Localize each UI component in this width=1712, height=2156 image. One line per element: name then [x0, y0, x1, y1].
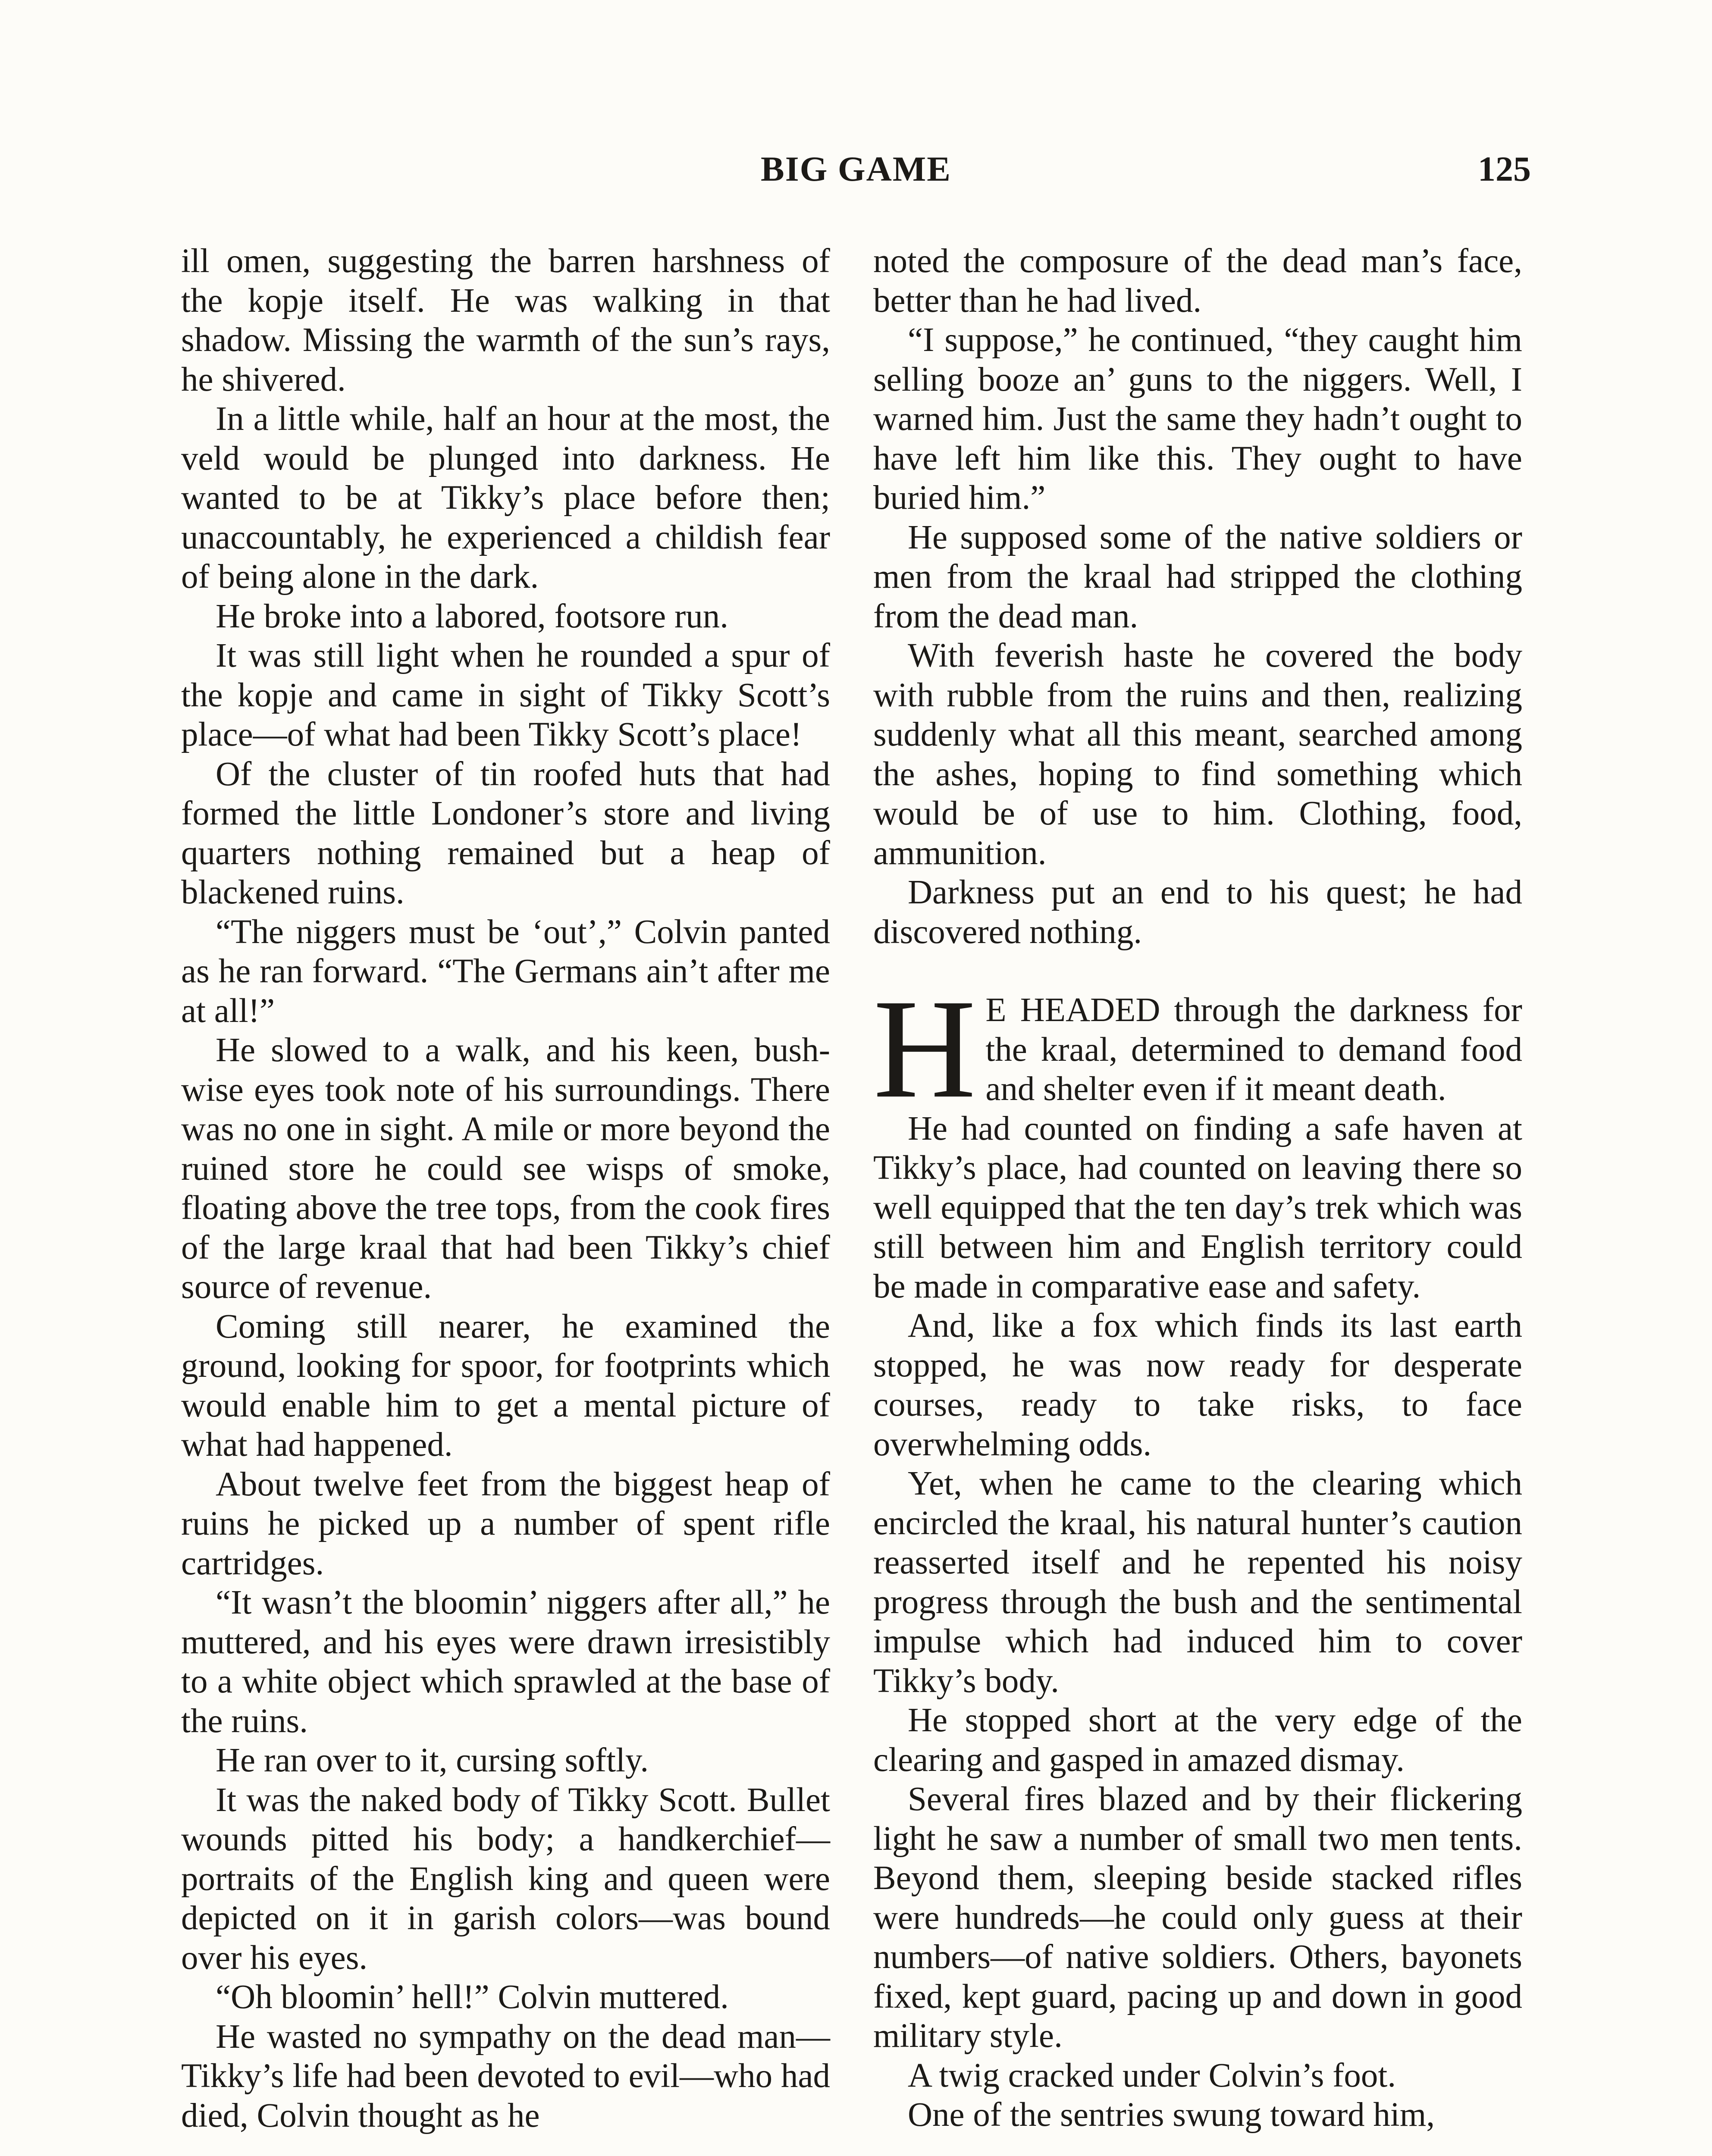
lead-caps: E HEADED	[985, 991, 1160, 1029]
paragraph: “The niggers must be ‘out’,” Colvin panted as he ran forward. “The Germans ain’t after me at all!”	[181, 913, 830, 1030]
paragraph: In a little while, half an hour at the most, the veld would be plunged into darkness. He wanted to be at Tikky’s place before then; unaccountably, he experienced a childish fear of being alone in the dark.	[181, 400, 830, 595]
paragraph: “It wasn’t the bloomin’ niggers after all,” he muttered, and his eyes were drawn irresistibly to a white object which sprawled at the base of the ruins.	[181, 1584, 830, 1740]
drop-cap: H	[873, 970, 976, 1128]
paragraph: noted the composure of the dead man’s face, better than he had lived.	[873, 242, 1522, 320]
running-title: BIG GAME	[761, 149, 951, 188]
paragraph: And, like a fox which finds its last earth stopped, he was now ready for desperate courses, ready to take risks, to face overwhelming odds.	[873, 1307, 1522, 1463]
paragraph: He broke into a labored, footsore run.	[216, 597, 729, 635]
right-column	[873, 241, 1522, 2135]
paragraph: About twelve feet from the biggest heap of ruins he picked up a number of spent rifle cartridges.	[181, 1465, 830, 1582]
paragraph: ill omen, suggesting the barren harshness of the kopje itself. He was walking in that shadow. Missing the warmth of the sun’s rays, he shivered.	[181, 242, 830, 398]
paragraph: Of the cluster of tin roofed huts that had formed the little Londoner’s store and living quarters nothing remained but a heap of blackened ruins.	[181, 755, 830, 911]
paragraph: He had counted on finding a safe haven at Tikky’s place, had counted on leaving there so well equipped that the ten day’s trek which was still between him and English territory could be made in comparative ease and safety.	[873, 1109, 1522, 1305]
paragraph: “Oh bloomin’ hell!” Colvin muttered.	[216, 1978, 729, 2016]
paragraph: “I suppose,” he continued, “they caught him selling booze an’ guns to the niggers. Well, I warned him. Just the same they hadn’t ought to have left him like this. They ought to have buried him.”	[873, 321, 1522, 517]
section-opening-paragraph	[873, 970, 1522, 1128]
paragraph: He ran over to it, cursing softly.	[216, 1742, 649, 1779]
page-number: 125	[1478, 149, 1531, 188]
paragraph: He supposed some of the native soldiers or men from the kraal had stripped the clothing from the dead man.	[873, 518, 1522, 635]
paragraph: Several fires blazed and by their flickering light he saw a number of small two men tents. Beyond them, sleeping beside stacked rifles were hundreds—he could only guess at their numbers—of native soldiers. Others, bayonets fixed, kept guard, pacing up and down in good military style.	[873, 1780, 1522, 2055]
running-head	[181, 149, 1531, 201]
paragraph: Darkness put an end to his quest; he had discovered nothing.	[873, 874, 1522, 951]
paragraph: He slowed to a walk, and his keen, bush-wise eyes took note of his surroundings. There was no one in sight. A mile or more beyond the ruined store he could see wisps of smoke, floating above the tree tops, from the cook fires of the large kraal that had been Tikky’s chief source of revenue.	[181, 1031, 830, 1306]
paragraph: Yet, when he came to the clearing which encircled the kraal, his natural hunter’s caution reasserted itself and he repented his noisy progress through the bush and the sentimental impulse which had induced him to cover Tikky’s body.	[873, 1465, 1522, 1700]
paragraph: Coming still nearer, he examined the ground, looking for spoor, for footprints which would enable him to get a mental picture of what had happened.	[181, 1307, 830, 1463]
paragraph: It was still light when he rounded a spur of the kopje and came in sight of Tikky Scott’s place—of what had been Tikky Scott’s place!	[181, 637, 830, 753]
paragraph: It was the naked body of Tikky Scott. Bullet wounds pitted his body; a handkerchief—portraits of the English king and queen were depicted on it in garish colors—was bound over his eyes.	[181, 1781, 830, 1977]
paragraph: With feverish haste he covered the body with rubble from the ruins and then, realizing suddenly what all this meant, searched among the ashes, hoping to find something which would be of use to him. Clothing, food, ammunition.	[873, 637, 1522, 872]
paragraph: A twig cracked under Colvin’s foot.	[908, 2056, 1396, 2094]
paragraph: One of the sentries swung toward him,	[908, 2096, 1435, 2134]
left-column	[181, 241, 830, 2135]
paragraph: He stopped short at the very edge of the clearing and gasped in amazed dismay.	[873, 1702, 1522, 1779]
paragraph-text: through the darkness for the kraal, determined to demand food and shelter even if it meant death.	[985, 991, 1522, 1108]
paragraph: He wasted no sympathy on the dead man—Tikky’s life had been devoted to evil—who had died, Colvin thought as he	[181, 2018, 830, 2134]
